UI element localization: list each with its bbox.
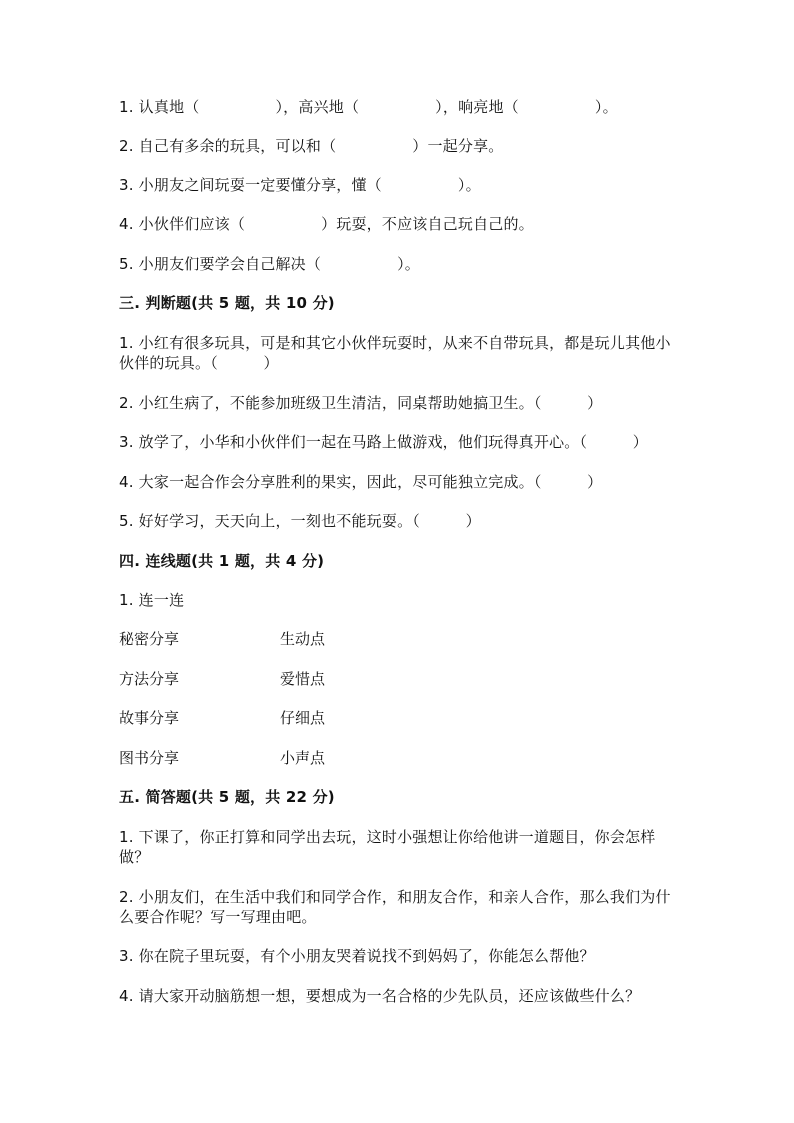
short-answer-question-4: 4. 请大家开动脑筋想一想，要想成为一名合格的少先队员，还应该做些什么？ [119,987,641,1005]
matching-right-item-1: 生动点 [280,630,326,648]
section-title-short-answer: 五. 简答题(共 5 题，共 22 分) [119,788,335,806]
section-title-matching: 四. 连线题(共 1 题，共 4 分) [119,552,325,570]
true-false-question-4: 4. 大家一起合作会分享胜利的果实，因此，尽可能独立完成。（ ） [119,473,603,491]
short-answer-question-1: 1. 下课了，你正打算和同学出去玩，这时小强想让你给他讲一道题目，你会怎样做？ [119,828,656,866]
section-title-true-false: 三. 判断题(共 5 题，共 10 分) [119,294,335,312]
matching-right-item-3: 仔细点 [280,709,326,727]
matching-instruction: 1. 连一连 [119,591,185,609]
short-answer-question-3: 3. 你在院子里玩耍，有个小朋友哭着说找不到妈妈了，你能怎么帮他？ [119,947,595,965]
fill-blank-question-5: 5. 小朋友们要学会自己解决（ ）。 [119,255,420,273]
fill-blank-question-3: 3. 小朋友之间玩耍一定要懂分享，懂（ ）。 [119,176,481,194]
matching-right-item-4: 小声点 [280,749,326,767]
true-false-question-2: 2. 小红生病了，不能参加班级卫生清洁，同桌帮助她搞卫生。（ ） [119,394,603,412]
matching-left-item-1: 秘密分享 [119,630,180,648]
fill-blank-question-4: 4. 小伙伴们应该（ ）玩耍，不应该自己玩自己的。 [119,215,534,233]
matching-left-item-4: 图书分享 [119,749,180,767]
short-answer-question-2: 2. 小朋友们，在生活中我们和同学合作，和朋友合作，和亲人合作，那么我们为什么要合作呢？写一写理由吧。 [119,888,671,926]
fill-blank-question-1: 1. 认真地（ ），高兴地（ ），响亮地（ ）。 [119,98,618,116]
matching-right-item-2: 爱惜点 [280,670,326,688]
fill-blank-question-2: 2. 自己有多余的玩具，可以和（ ）一起分享。 [119,137,504,155]
true-false-question-3: 3. 放学了，小华和小伙伴们一起在马路上做游戏，他们玩得真开心。（ ） [119,433,648,451]
matching-left-item-3: 故事分享 [119,709,180,727]
true-false-question-5: 5. 好好学习，天天向上，一刻也不能玩耍。（ ） [119,512,481,530]
matching-left-item-2: 方法分享 [119,670,180,688]
true-false-question-1: 1. 小红有很多玩具，可是和其它小伙伴玩耍时，从来不自带玩具，都是玩儿其他小伙伴的玩具。（ ） [119,334,671,372]
